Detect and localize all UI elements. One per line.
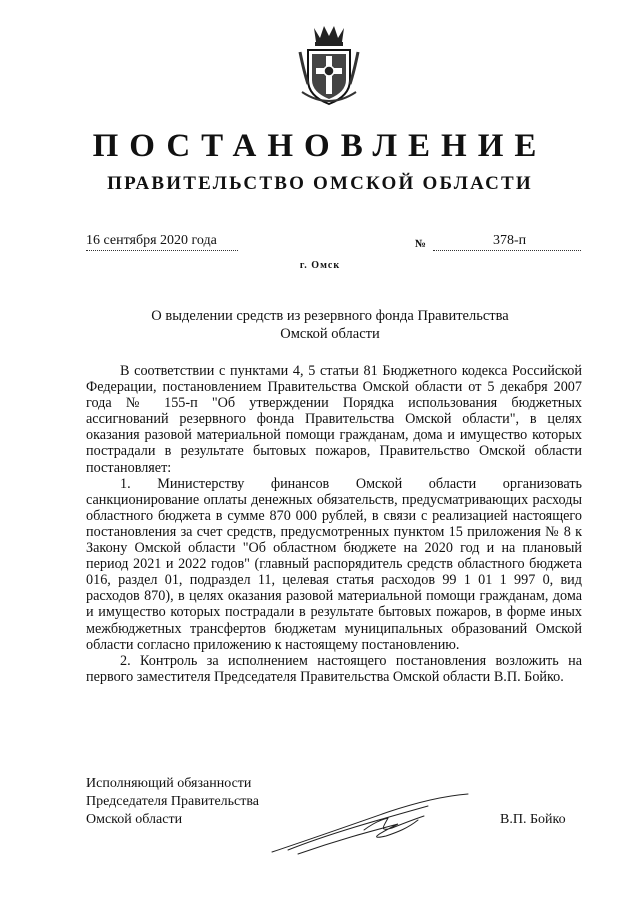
body-paragraph: 1. Министерству финансов Омской области организовать санкционирование оплаты денежных обязательств, предусматривающих расходы областного бюджета в сумме 870 000 рублей, в связи с реализацией настоящего постановления за счет средств, предусмотренных пунктом 15 приложения № 8 к Закону Омской области "Об областном бюджете на 2020 год и на плановый период 2021 и 2022 годов" (главный распорядитель средств областного бюджета 016, раздел 01, подраздел 11, целевая статья расходов 99 1 01 1 997 0, вид расходов 870), в целях оказания разовой материальной помощи гражданам, дома и имущество которых пострадали в результате бытовых пожаров, в форме иных межбюджетных трансфертов бюджетам муниципальных образований Омской области согласно приложению к настоящему постановлению.	[86, 475, 582, 653]
document-number: 378-п	[433, 232, 581, 251]
position-line: Омской области	[86, 812, 183, 827]
body-paragraph: 2. Контроль за исполнением настоящего постановления возложить на первого заместителя Председателя Правительства Омской области В.П. Бойко.	[86, 652, 582, 685]
document-city: г. Омск	[299, 260, 341, 271]
position-line: Председателя Правительства	[86, 794, 260, 809]
document-date: 16 сентября 2020 года	[86, 232, 238, 251]
position-line: Исполняющий обязанности	[86, 776, 252, 791]
handwritten-signature-icon	[268, 790, 478, 860]
document-heading	[120, 307, 540, 343]
heading-line: Омской области	[280, 326, 380, 342]
body-paragraph: В соответствии с пунктами 4, 5 статьи 81 Бюджетного кодекса Российской Федерации, постановлением Правительства Омской области от 5 декабря 2007 года № 155-п "Об утверждении Порядка использования бюджетных ассигнований резервного фонда Правительства Омской области", в целях оказания разовой материальной помощи гражданам, дома и имущество которых пострадали в результате бытовых пожаров, Правительство Омской области постановляет:	[86, 363, 582, 476]
document-title: ПОСТАНОВЛЕНИЕ	[92, 128, 548, 164]
number-sign: №	[415, 238, 427, 250]
signatory-name: В.П. Бойко	[500, 812, 566, 827]
document-subtitle: ПРАВИТЕЛЬСТВО ОМСКОЙ ОБЛАСТИ	[107, 173, 533, 194]
omsk-coat-of-arms-icon	[294, 22, 364, 108]
document-body	[86, 363, 582, 685]
heading-line: О выделении средств из резервного фонда Правительства	[151, 308, 509, 324]
